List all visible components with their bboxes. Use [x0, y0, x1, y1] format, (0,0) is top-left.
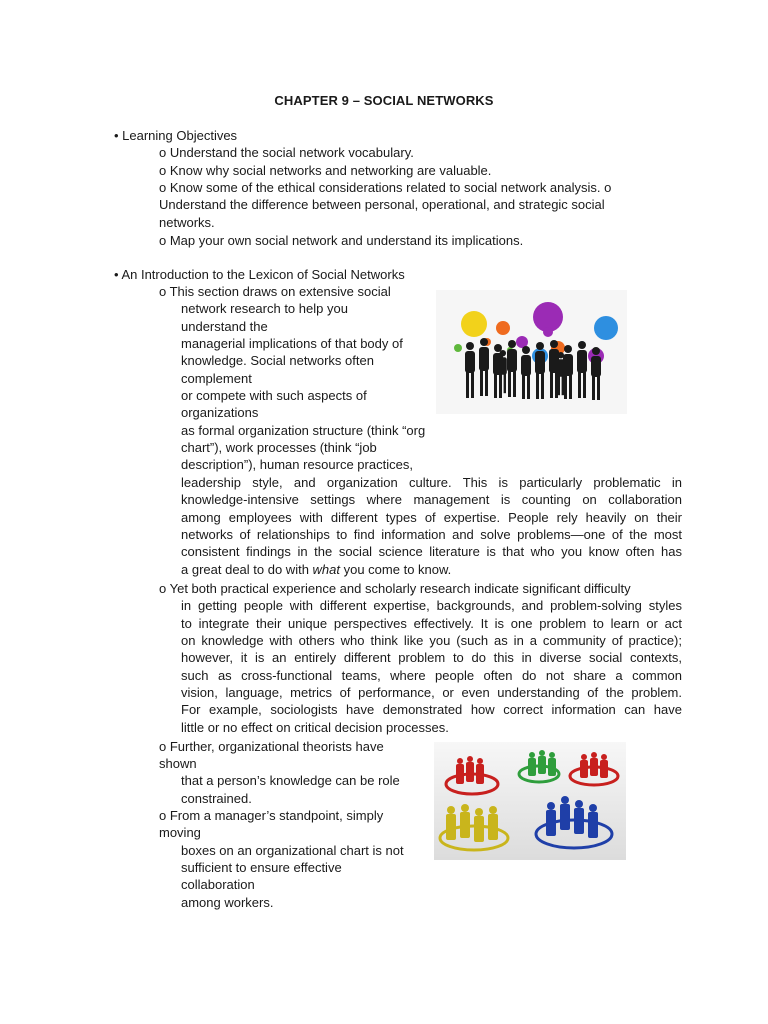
paragraph-line: moving [159, 825, 201, 840]
paragraph-line: organizations [181, 405, 259, 420]
objective-item: o Understand the social network vocabulary. [159, 145, 414, 160]
social-network-people-image [436, 290, 627, 414]
paragraph-line: boxes on an organizational chart is not [181, 843, 404, 858]
paragraph-line: complement [181, 371, 252, 386]
paragraph-line: o From a manager’s standpoint, simply [159, 808, 384, 823]
paragraph-line: such as cross-functional teams, where people often do not share a common [181, 668, 682, 683]
paragraph-line: on knowledge with others who think like you (such as in a community of practice); [181, 633, 682, 648]
people-groups-image [434, 742, 626, 860]
objective-item: o Map your own social network and understand its implications. [159, 233, 524, 248]
text-span: a great deal to do with [181, 562, 313, 577]
paragraph-line: however, it is an entirely different problem to do this in diverse social contexts, [181, 650, 682, 665]
paragraph-line-last [181, 561, 451, 578]
paragraph-line: network research to help you [181, 301, 348, 316]
paragraph-line: that a person’s knowledge can be role [181, 773, 400, 788]
people-speech-bubbles-illustration [436, 290, 627, 414]
paragraph-line: leadership style, and organization culture. This is particularly problematic in [181, 475, 682, 490]
paragraph-line: networks of relationships to find information and solve problems—one of the most [181, 527, 682, 542]
paragraph-line: as formal organization structure (think “org [181, 423, 426, 438]
objective-item: Understand the difference between personal, operational, and strategic social [159, 197, 605, 212]
paragraph-line: description”), human resource practices, [181, 457, 413, 472]
paragraph-line: vision, language, metrics of performance, or even understanding of the problem. [181, 685, 682, 700]
paragraph-line: among employees with different types of expertise. People rely heavily on their [181, 510, 682, 525]
paragraph-line: understand the [181, 319, 268, 334]
paragraph-line: managerial implications of that body of [181, 336, 403, 351]
paragraph-line: shown [159, 756, 197, 771]
objective-item: o Know why social networks and networking are valuable. [159, 163, 492, 178]
section-heading-lexicon: • An Introduction to the Lexicon of Social Networks [114, 267, 405, 282]
section-heading-learning-objectives: • Learning Objectives [114, 128, 238, 143]
paragraph-line: in getting people with different expertise, backgrounds, and problem-solving styles [181, 598, 682, 613]
colored-groups-illustration [434, 742, 626, 860]
emphasis-what: what [312, 562, 340, 577]
paragraph-line: o Further, organizational theorists have [159, 739, 384, 754]
paragraph-line: little or no effect on critical decision processes. [181, 720, 449, 735]
paragraph-line: among workers. [181, 895, 274, 910]
paragraph-line: sufficient to ensure effective [181, 860, 342, 875]
objective-item: networks. [159, 215, 215, 230]
objective-item: o Know some of the ethical considerations related to social network analysis. o [159, 180, 612, 195]
paragraph-line: knowledge. Social networks often [181, 353, 374, 368]
paragraph-line: o Yet both practical experience and scholarly research indicate significant difficulty [159, 581, 631, 596]
paragraph-line: collaboration [181, 877, 255, 892]
paragraph-line: consistent findings in the social science literature is that who you know often has [181, 544, 682, 559]
chapter-title: CHAPTER 9 – SOCIAL NETWORKS [274, 93, 494, 108]
paragraph-line: For example, sociologists have demonstrated how correct information can have [181, 702, 682, 717]
paragraph-line: chart”), work processes (think “job [181, 440, 377, 455]
paragraph-line: knowledge-intensive settings where management is counting on collaboration [181, 492, 682, 507]
paragraph-line: or compete with such aspects of [181, 388, 367, 403]
paragraph-line: to integrate their unique perspectives effectively. It is one problem to learn or act [181, 616, 682, 631]
paragraph-line: constrained. [181, 791, 252, 806]
text-span: you come to know. [340, 562, 452, 577]
paragraph-line: o This section draws on extensive social [159, 284, 391, 299]
